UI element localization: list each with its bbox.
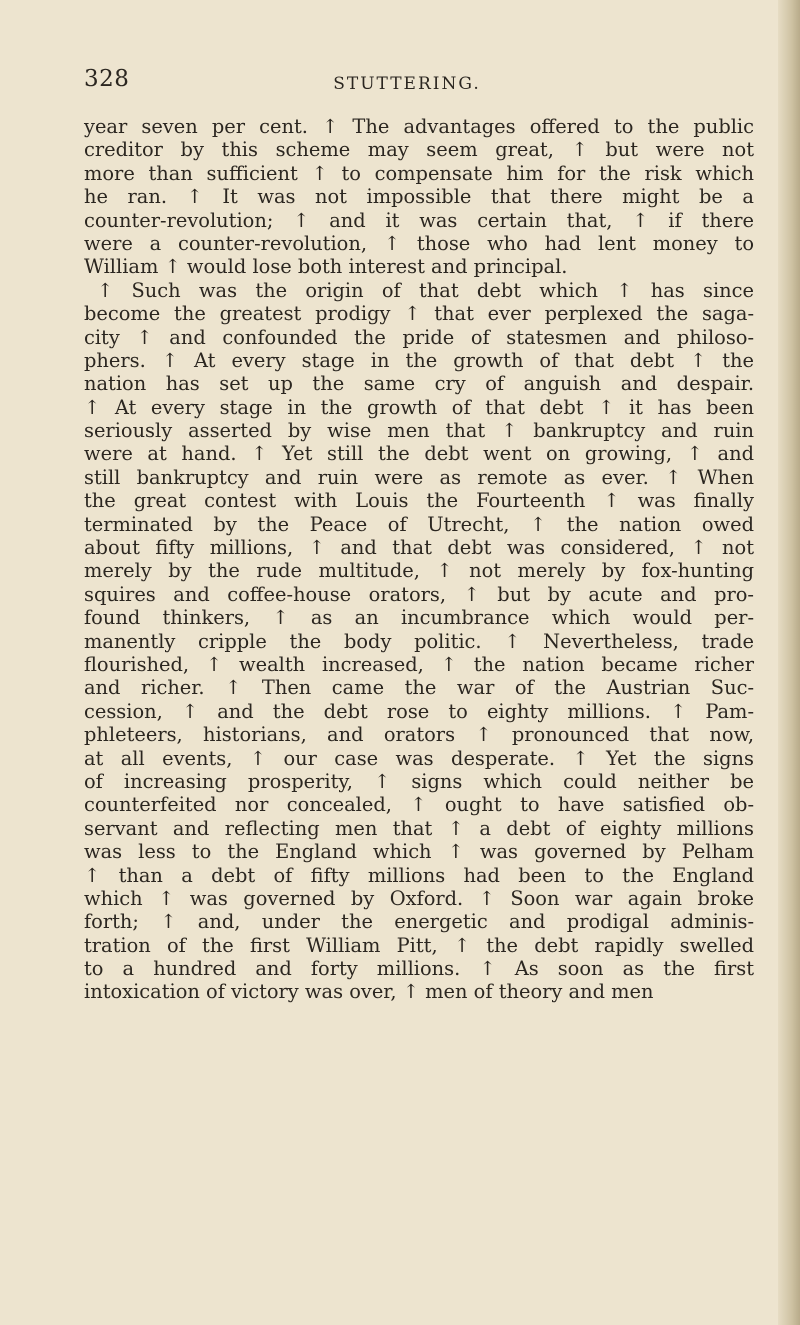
- text-line: creditor by this scheme may seem great, ↑ but were not: [84, 138, 754, 162]
- text-line: ↑ At every stage in the growth of that debt ↑ it has been: [84, 395, 754, 419]
- text-line: which ↑ was governed by Oxford. ↑ Soon war again broke: [84, 886, 754, 910]
- text-line: at all events, ↑ our case was desperate. ↑ Yet the signs: [84, 746, 754, 770]
- text-line: the great contest with Louis the Fourteenth ↑ was finally: [84, 489, 754, 513]
- text-line: more than sufficient ↑ to compensate him for the risk which: [84, 161, 754, 185]
- text-line: of increasing prosperity, ↑ signs which could neither be: [84, 769, 754, 793]
- text-line: he ran. ↑ It was not impossible that there might be a: [84, 185, 754, 209]
- text-line: found thinkers, ↑ as an incumbrance which would per-: [84, 606, 754, 630]
- page-number: 328: [84, 66, 130, 92]
- text-line: counterfeited nor concealed, ↑ ought to have satisfied ob-: [84, 793, 754, 817]
- text-line: seriously asserted by wise men that ↑ bankruptcy and ruin: [84, 419, 754, 443]
- text-line: cession, ↑ and the debt rose to eighty millions. ↑ Pam-: [84, 699, 754, 723]
- body-text: [84, 115, 754, 1004]
- text-line: squires and coffee-house orators, ↑ but by acute and pro-: [84, 582, 754, 606]
- text-line: William ↑ would lose both interest and principal.: [84, 255, 568, 279]
- text-line: intoxication of victory was over, ↑ men of theory and men: [84, 980, 654, 1004]
- text-line: to a hundred and forty millions. ↑ As soon as the first: [84, 957, 754, 981]
- text-line: counter-revolution; ↑ and it was certain that, ↑ if there: [84, 208, 754, 232]
- text-line: servant and reflecting men that ↑ a debt of eighty millions: [84, 816, 754, 840]
- text-line: ↑ Such was the origin of that debt which ↑ has since: [97, 278, 754, 302]
- text-line: terminated by the Peace of Utrecht, ↑ the nation owed: [84, 512, 754, 536]
- text-line: about fifty millions, ↑ and that debt was considered, ↑ not: [84, 536, 754, 560]
- text-line: manently cripple the body politic. ↑ Nevertheless, trade: [84, 629, 754, 653]
- text-line: tration of the first William Pitt, ↑ the debt rapidly swelled: [84, 933, 754, 957]
- page-edge: [778, 0, 800, 1325]
- text-line: were at hand. ↑ Yet still the debt went on growing, ↑ and: [84, 442, 754, 466]
- text-line: and richer. ↑ Then came the war of the Austrian Suc-: [84, 676, 754, 700]
- text-line: were a counter-revolution, ↑ those who had lent money to: [84, 231, 754, 255]
- text-line: city ↑ and confounded the pride of statesmen and philoso-: [84, 325, 754, 349]
- text-line: merely by the rude multitude, ↑ not merely by fox-hunting: [84, 559, 754, 583]
- text-line: become the greatest prodigy ↑ that ever perplexed the saga-: [84, 302, 754, 326]
- text-line: forth; ↑ and, under the energetic and prodigal adminis-: [84, 910, 754, 934]
- text-line: ↑ than a debt of fifty millions had been to the England: [84, 863, 754, 887]
- text-line: phers. ↑ At every stage in the growth of that debt ↑ the: [84, 348, 754, 372]
- text-line: flourished, ↑ wealth increased, ↑ the nation became richer: [84, 652, 754, 676]
- running-head: STUTTERING.: [333, 74, 481, 94]
- text-line: phleteers, historians, and orators ↑ pronounced that now,: [84, 723, 754, 747]
- text-line: year seven per cent. ↑ The advantages offered to the public: [84, 115, 754, 138]
- text-line: nation has set up the same cry of anguish and despair.: [84, 372, 754, 396]
- text-line: was less to the England which ↑ was governed by Pelham: [84, 840, 754, 864]
- text-line: still bankruptcy and ruin were as remote as ever. ↑ When: [84, 465, 754, 489]
